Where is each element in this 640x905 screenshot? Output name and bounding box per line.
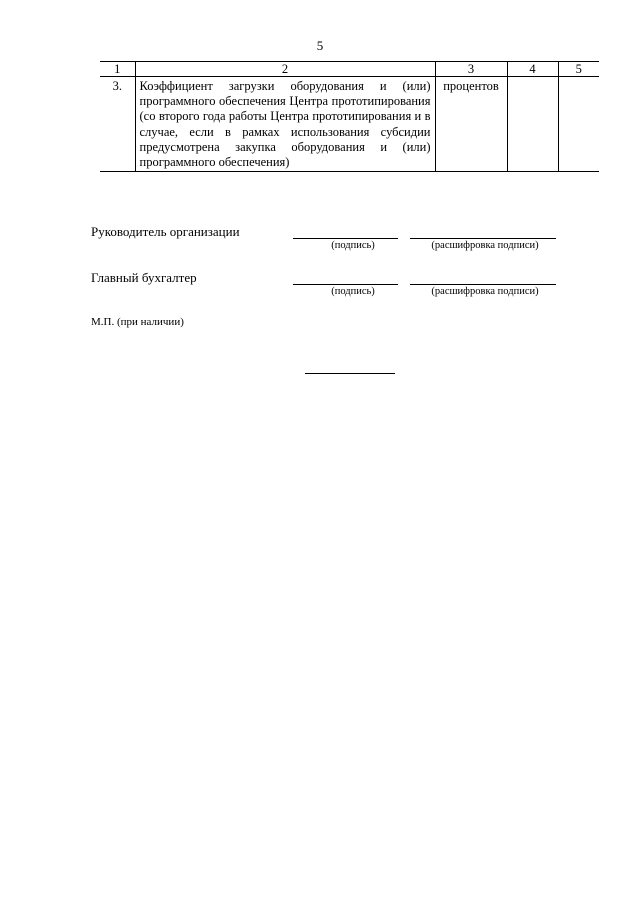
accountant-signature-line (293, 284, 398, 285)
head-signature-line (293, 238, 398, 239)
column-header-2: 2 (135, 62, 435, 77)
column-header-5: 5 (558, 62, 599, 77)
row-unit: процентов (435, 77, 507, 172)
column-header-1: 1 (100, 62, 135, 77)
column-header-3: 3 (435, 62, 507, 77)
row-value-5 (558, 77, 599, 172)
column-header-4: 4 (507, 62, 558, 77)
head-decryption-caption: (расшифровка подписи) (431, 240, 539, 251)
accountant-label: Главный бухгалтер (91, 270, 197, 285)
table-header-row (100, 62, 599, 77)
head-decryption-line (410, 238, 556, 239)
table-row (100, 77, 599, 172)
row-description: Коэффициент загрузки оборудования и (или) программного обеспечения Центра прототипирования (со второго года работы Центра прототипирования и в случае, если в рамках использования субсидии предусмотрена закупка оборудования и (или) программного обеспечения) (135, 77, 435, 172)
stamp-note: М.П. (при наличии) (91, 316, 184, 328)
end-divider (305, 373, 395, 374)
row-value-4 (507, 77, 558, 172)
row-number: 3. (100, 77, 135, 172)
indicator-table (100, 61, 599, 172)
page-number: 5 (316, 38, 324, 53)
accountant-signature-caption: (подпись) (331, 286, 375, 297)
head-label: Руководитель организации (91, 224, 240, 239)
head-signature-caption: (подпись) (331, 240, 375, 251)
accountant-decryption-caption: (расшифровка подписи) (431, 286, 539, 297)
accountant-decryption-line (410, 284, 556, 285)
